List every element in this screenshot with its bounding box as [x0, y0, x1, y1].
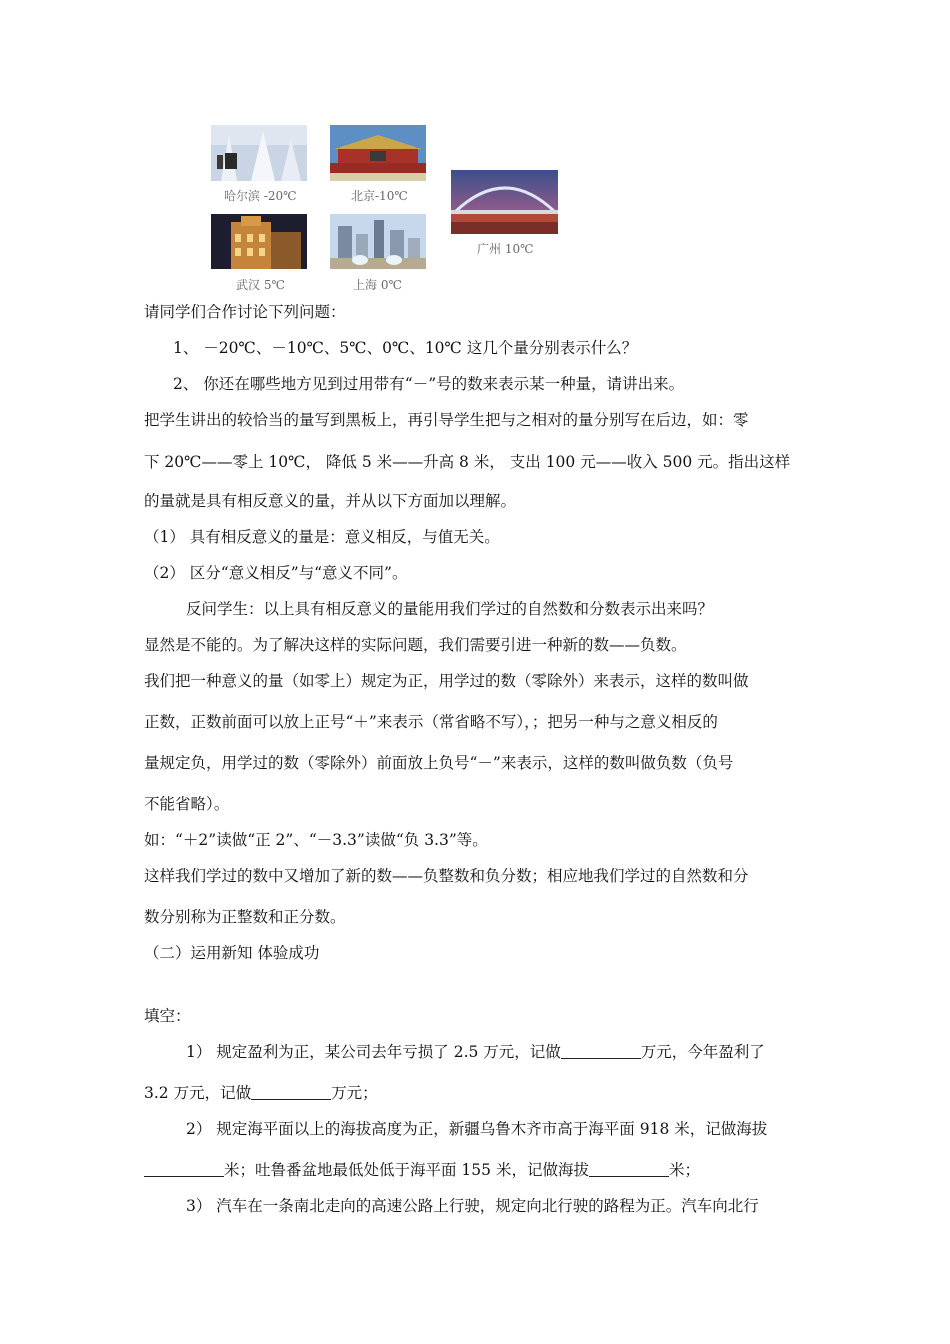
- section-heading: （二）运用新知 体验成功: [144, 944, 320, 962]
- answer-blank[interactable]: [589, 1162, 669, 1177]
- paragraph-line: 把学生讲出的较恰当的量写到黑板上，再引导学生把与之相对的量分别写在后边，如：零: [144, 411, 749, 429]
- paragraph-line: 反问学生：以上具有相反意义的量能用我们学过的自然数和分数表示出来吗？: [186, 600, 714, 618]
- paragraph-line: 的量就是具有相反意义的量，并从以下方面加以理解。: [144, 492, 517, 510]
- paragraph-line: 我们把一种意义的量（如零上）规定为正，用学过的数（零除外）来表示，这样的数叫做: [144, 672, 749, 690]
- photo-shanghai: [330, 214, 426, 269]
- exercise-1-text-c: 3.2 万元，记做: [144, 1084, 252, 1102]
- caption-guangzhou: 广州 10℃: [477, 242, 534, 256]
- point-1: （1） 具有相反意义的量是：意义相反，与值无关。: [144, 528, 500, 546]
- question-2: 2、 你还在哪些地方见到过用带有“－”号的数来表示某一种量，请讲出来。: [173, 375, 685, 393]
- answer-blank[interactable]: [561, 1044, 641, 1059]
- exercise-1-text-d: 万元；: [331, 1084, 378, 1102]
- exercise-2: 2） 规定海平面以上的海拔高度为正，新疆乌鲁木齐市高于海平面 918 米，记做海拔: [186, 1120, 768, 1138]
- answer-blank[interactable]: [144, 1162, 224, 1177]
- paragraph-line: 不能省略）。: [144, 795, 230, 813]
- exercise-1-text-a: 1） 规定盈利为正，某公司去年亏损了 2.5 万元，记做: [186, 1043, 561, 1061]
- exercise-1: [186, 1042, 765, 1062]
- caption-shanghai: 上海 0℃: [353, 278, 402, 292]
- paragraph-line: 这样我们学过的数中又增加了新的数——负整数和负分数；相应地我们学过的自然数和分: [144, 867, 749, 885]
- exercise-2-cont: [144, 1160, 700, 1180]
- photo-wuhan: [211, 214, 307, 269]
- answer-blank[interactable]: [251, 1085, 331, 1100]
- discussion-prompt: 请同学们合作讨论下列问题：: [144, 303, 346, 321]
- photo-beijing: [330, 125, 426, 181]
- photo-harbin: [211, 125, 307, 181]
- paragraph-line: 数分别称为正整数和正分数。: [144, 908, 346, 926]
- example-line: 如：“＋2”读做“正 2”、“－3.3”读做“负 3.3”等。: [144, 831, 488, 849]
- exercise-1-text-b: 万元，今年盈利了: [640, 1043, 765, 1061]
- point-2: （2） 区分“意义相反”与“意义不同”。: [144, 564, 408, 582]
- exercise-1-cont: [144, 1083, 378, 1103]
- paragraph-line: 正数，正数前面可以放上正号“＋”来表示（常省略不写），；把另一种与之意义相反的: [144, 713, 718, 731]
- question-1: 1、 －20℃、－10℃、5℃、0℃、10℃ 这几个量分别表示什么？: [173, 339, 638, 357]
- exercise-3: 3） 汽车在一条南北走向的高速公路上行驶，规定向北行驶的路程为正。汽车向北行: [186, 1197, 759, 1215]
- fill-in-label: 填空：: [144, 1007, 191, 1025]
- caption-harbin: 哈尔滨 -20℃: [224, 189, 297, 203]
- paragraph-line: 下 20℃——零上 10℃， 降低 5 米——升高 8 米， 支出 100 元——收入 500 元。指出这样: [144, 453, 791, 471]
- caption-wuhan: 武汉 5℃: [236, 278, 285, 292]
- caption-beijing: 北京-10℃: [351, 189, 408, 203]
- exercise-2-text-b: 米；吐鲁番盆地最低处低于海平面 155 米，记做海拔: [224, 1161, 589, 1179]
- paragraph-line: 量规定负，用学过的数（零除外）前面放上负号“－”来表示，这样的数叫做负数（负号: [144, 754, 734, 772]
- photo-guangzhou: [451, 170, 558, 234]
- exercise-2-text-c: 米；: [668, 1161, 700, 1179]
- paragraph-line: 显然是不能的。为了解决这样的实际问题，我们需要引进一种新的数——负数。: [144, 636, 687, 654]
